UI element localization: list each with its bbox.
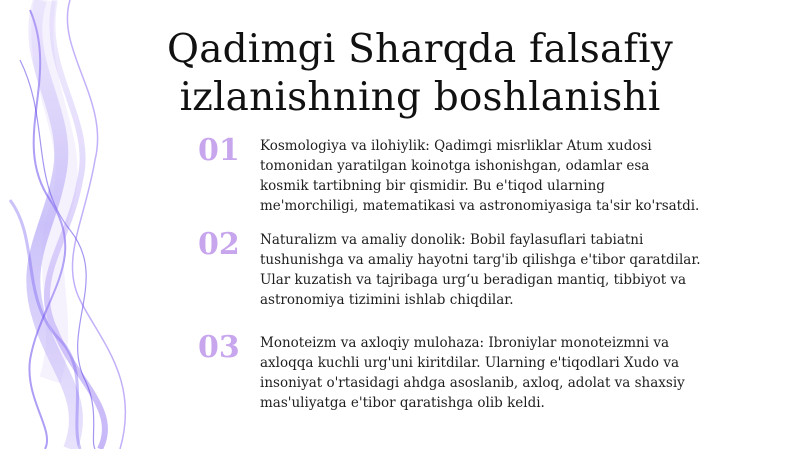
point-number: 03 xyxy=(198,330,240,365)
slide-title xyxy=(120,26,720,122)
point-text-line: Kosmologiya va ilohiylik: Qadimgi misrliklar Atum xudosi xyxy=(260,138,652,154)
point-text xyxy=(260,333,740,413)
point-text-line: axloqqa kuchli urg'uni kiritdilar. Ularning e'tiqodlari Xudo va xyxy=(260,355,680,371)
point-text-line: kosmik tartibning bir qismidir. Bu e'tiqod ularning xyxy=(260,178,605,194)
point-text xyxy=(260,136,740,216)
point-text-line: Monoteizm va axloqiy mulohaza: Ibroniylar monoteizmni va xyxy=(260,335,670,351)
point-text-line: Naturalizm va amaliy donolik: Bobil faylasuflari tabiatni xyxy=(260,232,644,248)
point-number: 02 xyxy=(198,227,240,262)
point-text xyxy=(260,230,740,310)
title-line-1: Qadimgi Sharqda falsafiy xyxy=(167,27,673,72)
point-text-line: me'morchiligi, matematikasi va astronomiyasiga ta'sir ko'rsatdi. xyxy=(260,198,700,214)
point-text-line: tomonidan yaratilgan koinotga ishonishgan, odamlar esa xyxy=(260,158,650,174)
point-number: 01 xyxy=(198,133,240,168)
point-text-line: insoniyat o'rtasidagi ahdga asoslanib, axloq, adolat va shaxsiy xyxy=(260,375,685,391)
point-text-line: astronomiya tizimini ishlab chiqdilar. xyxy=(260,292,514,308)
point-text-line: mas'uliyatga e'tibor qaratishga olib keldi. xyxy=(260,395,545,411)
title-line-2: izlanishning boshlanishi xyxy=(179,75,661,120)
point-text-line: tushunishga va amaliy hayotni targ'ib qilishga e'tibor qaratdilar. xyxy=(260,252,701,268)
point-text-line: Ular kuzatish va tajribaga urg‘u beradigan mantiq, tibbiyot va xyxy=(260,272,687,288)
